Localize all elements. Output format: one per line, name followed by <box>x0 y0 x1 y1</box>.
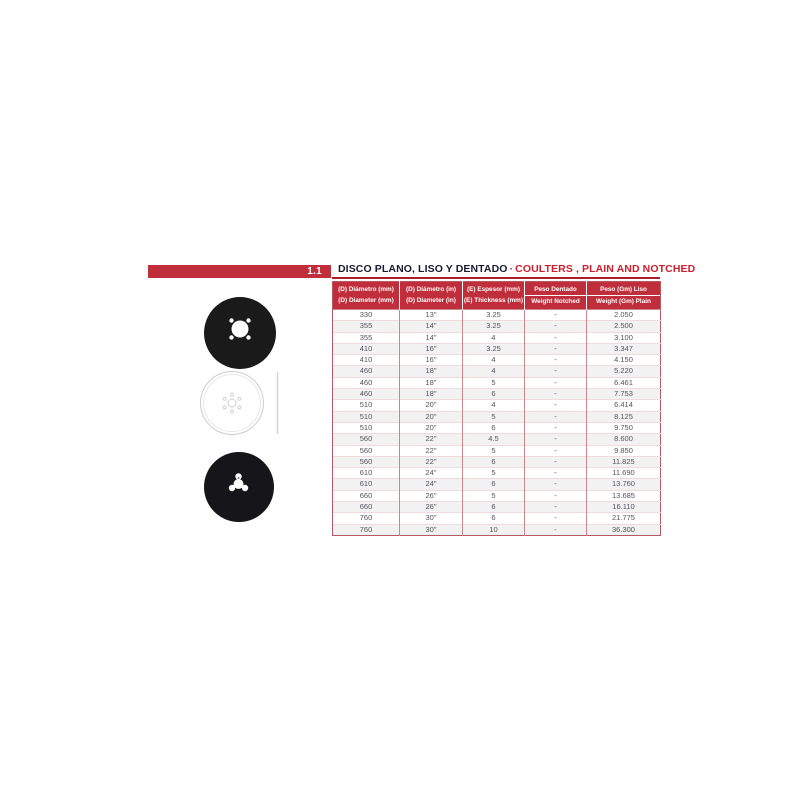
table-cell: 8.125 <box>587 411 661 422</box>
table-cell: 410 <box>333 355 400 366</box>
table-cell: - <box>525 355 587 366</box>
table-cell: 11.825 <box>587 456 661 467</box>
table-header <box>333 282 661 310</box>
table-cell: - <box>525 445 587 456</box>
table-cell: 3.347 <box>587 343 661 354</box>
table-row <box>333 310 661 321</box>
table-cell: 2.050 <box>587 310 661 321</box>
column-header-es: (E) Espesor (mm) <box>467 286 520 293</box>
table-cell: 510 <box>333 400 400 411</box>
table-cell: 24" <box>400 468 463 479</box>
table-cell: 6 <box>463 513 525 524</box>
table-cell: 13.760 <box>587 479 661 490</box>
title-separator: · <box>509 263 514 275</box>
table-cell: 610 <box>333 468 400 479</box>
table-cell: - <box>525 366 587 377</box>
notched-coulter-disc-svg <box>203 451 275 523</box>
table-cell: 22" <box>400 434 463 445</box>
column-header-en: (E) Thickness (mm) <box>464 297 523 304</box>
table-row <box>333 434 661 445</box>
title-underline <box>332 277 660 279</box>
table-cell: 5 <box>463 377 525 388</box>
table-body <box>333 310 661 536</box>
section-number: 1.1 <box>307 265 322 277</box>
column-header-en: (D) Diameter (mm) <box>338 297 394 304</box>
table-cell: 460 <box>333 389 400 400</box>
table-cell: 6 <box>463 479 525 490</box>
table-cell: 660 <box>333 502 400 513</box>
column-header <box>463 282 525 310</box>
table-cell: - <box>525 456 587 467</box>
table-header-row <box>333 282 661 310</box>
table-cell: 7.753 <box>587 389 661 400</box>
table-cell: 760 <box>333 513 400 524</box>
table-row <box>333 445 661 456</box>
table-cell: 5 <box>463 411 525 422</box>
table-row <box>333 411 661 422</box>
table-cell: - <box>525 310 587 321</box>
table-row <box>333 479 661 490</box>
table-cell: 30" <box>400 524 463 535</box>
plain-coulter-disc-svg <box>202 296 278 372</box>
table-cell: 18" <box>400 366 463 377</box>
column-header <box>400 282 463 310</box>
column-header <box>525 282 587 310</box>
table-cell: 4 <box>463 355 525 366</box>
table-cell: - <box>525 513 587 524</box>
table-row <box>333 468 661 479</box>
table-cell: - <box>525 400 587 411</box>
table-row <box>333 502 661 513</box>
table-cell: - <box>525 434 587 445</box>
table-cell: 6 <box>463 502 525 513</box>
table-cell: 11.690 <box>587 468 661 479</box>
table-cell: 460 <box>333 366 400 377</box>
table-cell: 22" <box>400 456 463 467</box>
table-cell: 16.110 <box>587 502 661 513</box>
table-cell: 560 <box>333 445 400 456</box>
table-cell: 24" <box>400 479 463 490</box>
plain-coulter-disc-icon <box>202 296 278 377</box>
table-cell: 355 <box>333 332 400 343</box>
table-cell: 3.100 <box>587 332 661 343</box>
table-cell: 330 <box>333 310 400 321</box>
coulter-line-drawing-svg <box>199 370 283 436</box>
column-header-es: Peso (Gm) Liso <box>600 286 647 293</box>
table-cell: 26" <box>400 502 463 513</box>
table-cell: 14" <box>400 332 463 343</box>
table-cell: - <box>525 411 587 422</box>
table-cell: 14" <box>400 321 463 332</box>
table-cell: 16" <box>400 343 463 354</box>
table-cell: 3.25 <box>463 321 525 332</box>
table-cell: 760 <box>333 524 400 535</box>
table-cell: - <box>525 332 587 343</box>
table-cell: 18" <box>400 377 463 388</box>
table-cell: 13.685 <box>587 490 661 501</box>
table-cell: - <box>525 321 587 332</box>
table-cell: - <box>525 377 587 388</box>
column-header-en: (D) Diameter (in) <box>406 297 456 304</box>
coulter-line-drawing-icon <box>199 370 283 441</box>
table-cell: 20" <box>400 411 463 422</box>
table-row <box>333 513 661 524</box>
table-row <box>333 490 661 501</box>
table-cell: 5 <box>463 468 525 479</box>
table-cell: 5 <box>463 445 525 456</box>
table-cell: 510 <box>333 411 400 422</box>
table-cell: 13" <box>400 310 463 321</box>
column-header <box>333 282 400 310</box>
table-row <box>333 332 661 343</box>
table-cell: 26" <box>400 490 463 501</box>
column-header-en: Weight Notched <box>525 295 586 309</box>
table-cell: 4 <box>463 400 525 411</box>
table-cell: 20" <box>400 422 463 433</box>
table-cell: - <box>525 479 587 490</box>
column-header-es: (D) Diámetro (mm) <box>338 286 394 293</box>
column-header <box>587 282 661 310</box>
table-row <box>333 524 661 535</box>
table-cell: 560 <box>333 434 400 445</box>
table-cell: 355 <box>333 321 400 332</box>
column-header-es: Peso Dentado <box>534 286 577 293</box>
table-cell: 36.300 <box>587 524 661 535</box>
table-cell: 21.775 <box>587 513 661 524</box>
table-cell: 22" <box>400 445 463 456</box>
table-cell: 20" <box>400 400 463 411</box>
table-cell: 3.25 <box>463 310 525 321</box>
table-cell: 5.220 <box>587 366 661 377</box>
table-row <box>333 321 661 332</box>
table-cell: 8.600 <box>587 434 661 445</box>
table-cell: 30" <box>400 513 463 524</box>
table-cell: 6 <box>463 389 525 400</box>
table-cell: 6 <box>463 422 525 433</box>
table-cell: - <box>525 490 587 501</box>
section-number-bar <box>148 265 331 278</box>
table-row <box>333 355 661 366</box>
notched-coulter-disc-icon <box>203 451 275 528</box>
table-row <box>333 456 661 467</box>
column-header-en: Weight (Gm) Plain <box>587 295 660 309</box>
table-cell: 4.5 <box>463 434 525 445</box>
table-cell: 10 <box>463 524 525 535</box>
table-row <box>333 377 661 388</box>
table-cell: - <box>525 343 587 354</box>
table-cell: 510 <box>333 422 400 433</box>
title-spanish: DISCO PLANO, LISO Y DENTADO <box>338 263 508 275</box>
table-cell: 4.150 <box>587 355 661 366</box>
table-cell: 16" <box>400 355 463 366</box>
table-cell: - <box>525 389 587 400</box>
table-cell: 9.750 <box>587 422 661 433</box>
table-cell: - <box>525 468 587 479</box>
table-cell: 5 <box>463 490 525 501</box>
table-cell: 610 <box>333 479 400 490</box>
column-header-es: (D) Diámetro (in) <box>405 286 457 293</box>
table-row <box>333 400 661 411</box>
table-cell: 410 <box>333 343 400 354</box>
page-title <box>338 262 695 276</box>
title-english: COULTERS , PLAIN AND NOTCHED <box>515 263 696 275</box>
table-cell: 660 <box>333 490 400 501</box>
table-cell: 9.850 <box>587 445 661 456</box>
table-cell: - <box>525 524 587 535</box>
table-cell: 18" <box>400 389 463 400</box>
table-cell: 6.414 <box>587 400 661 411</box>
table-row <box>333 389 661 400</box>
table-cell: 460 <box>333 377 400 388</box>
table-cell: 2.500 <box>587 321 661 332</box>
coulter-spec-table <box>332 281 661 536</box>
table-cell: - <box>525 422 587 433</box>
table-row <box>333 343 661 354</box>
table-cell: 6 <box>463 456 525 467</box>
table-cell: 560 <box>333 456 400 467</box>
table-row <box>333 366 661 377</box>
table-cell: 4 <box>463 366 525 377</box>
table-cell: 4 <box>463 332 525 343</box>
table-cell: 6.461 <box>587 377 661 388</box>
table-row <box>333 422 661 433</box>
table-cell: - <box>525 502 587 513</box>
table-cell: 3.25 <box>463 343 525 354</box>
